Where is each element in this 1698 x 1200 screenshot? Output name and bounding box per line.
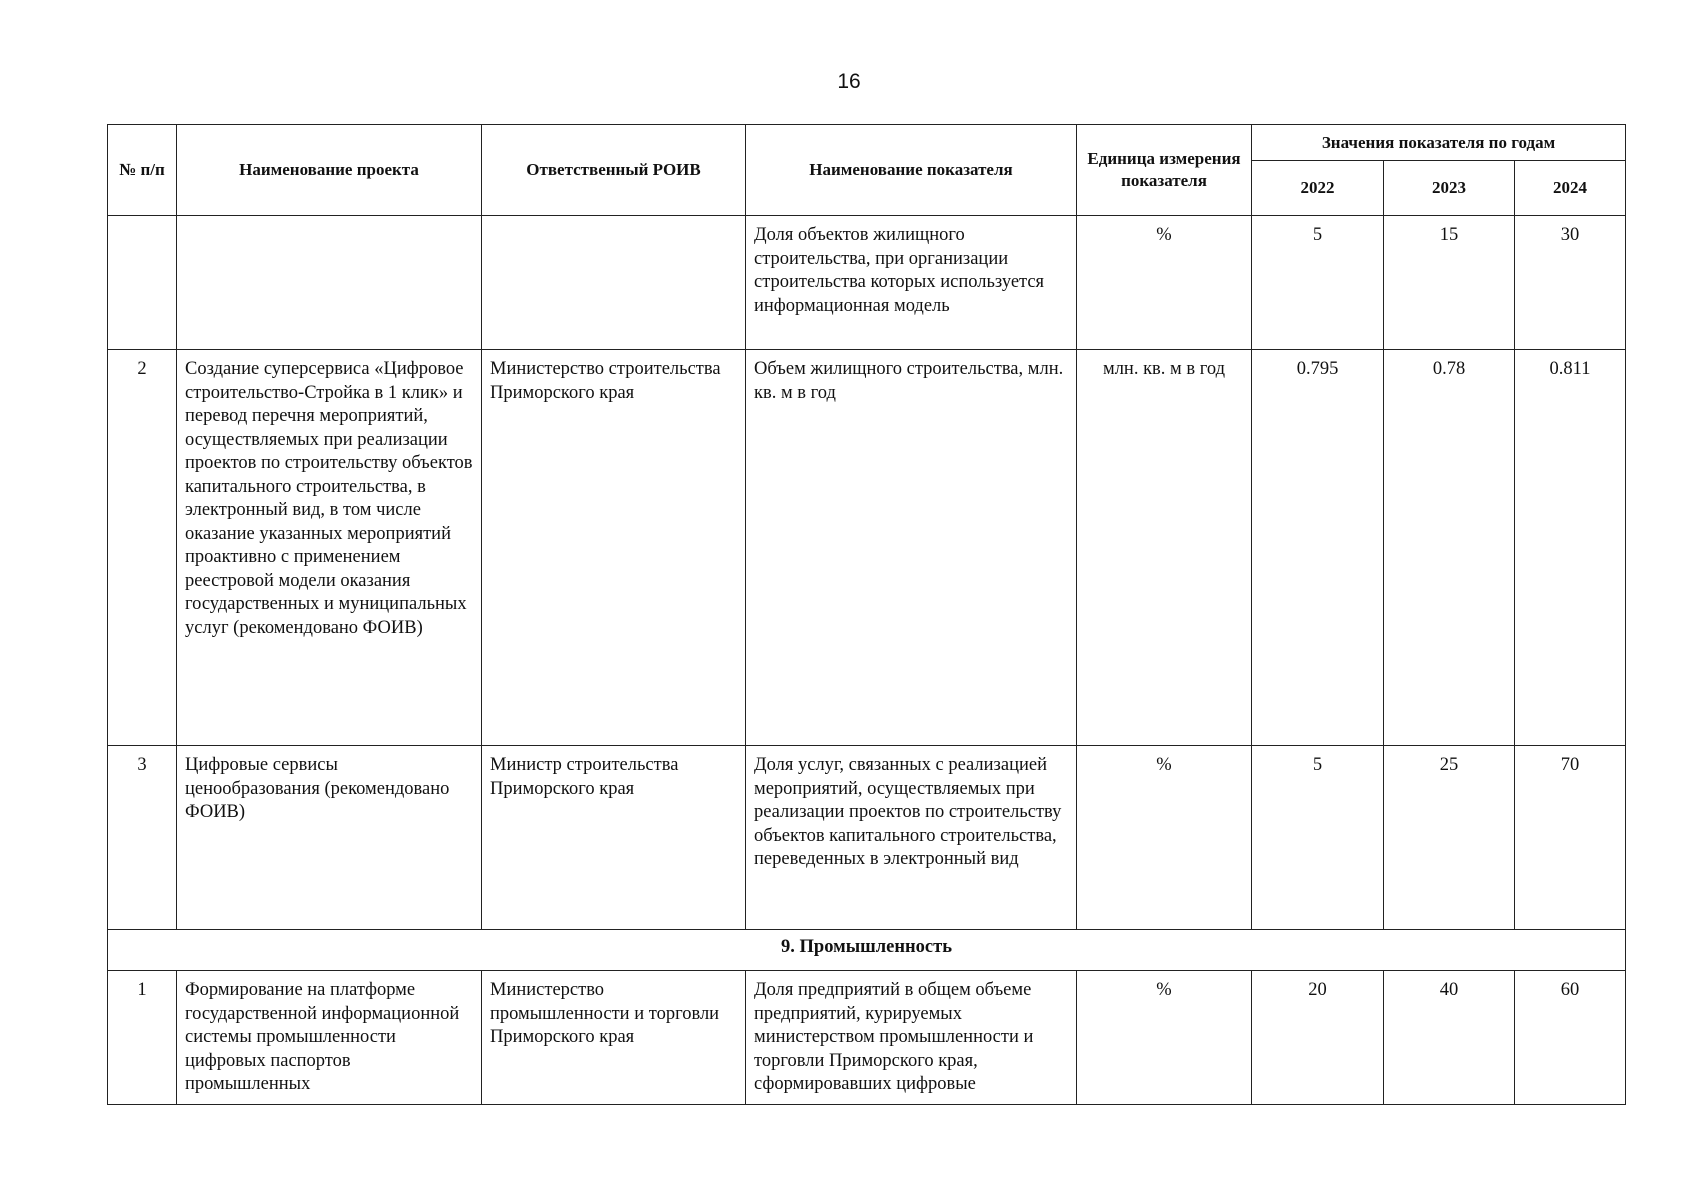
indicators-table (107, 124, 1626, 1105)
header-roiv: Ответственный РОИВ (482, 125, 746, 216)
header-values: Значения показателя по годам (1252, 125, 1626, 161)
header-num: № п/п (108, 125, 177, 216)
row-unit: % (1077, 971, 1252, 1105)
row-project: Создание суперсервиса «Цифровое строительство-Стройка в 1 клик» и перевод перечня мероприятий, осуществляемых при реализации проектов по строительству объектов капитального строительства, в электронный вид, в том числе оказание указанных мероприятий проактивно с применением реестровой модели оказания государственных и муниципальных услуг (рекомендовано ФОИВ) (177, 350, 482, 746)
row-project: Цифровые сервисы ценообразования (рекомендовано ФОИВ) (177, 746, 482, 930)
section-title: 9. Промышленность (108, 930, 1626, 971)
header-year-2023: 2023 (1384, 161, 1515, 216)
row-unit: % (1077, 216, 1252, 350)
row-project (177, 216, 482, 350)
row-value-2024: 70 (1515, 746, 1626, 930)
row-roiv (482, 216, 746, 350)
header-unit: Единица измерения показателя (1077, 125, 1252, 216)
row-num: 2 (108, 350, 177, 746)
row-value-2022: 5 (1252, 746, 1384, 930)
row-unit: % (1077, 746, 1252, 930)
header-project: Наименование проекта (177, 125, 482, 216)
header-year-2024: 2024 (1515, 161, 1626, 216)
row-indicator: Доля объектов жилищного строительства, при организации строительства которых используется информационная модель (746, 216, 1077, 350)
row-roiv: Министерство промышленности и торговли Приморского края (482, 971, 746, 1105)
row-num: 3 (108, 746, 177, 930)
row-indicator: Доля услуг, связанных с реализацией мероприятий, осуществляемых при реализации проектов по строительству объектов капитального строительства, переведенных в электронный вид (746, 746, 1077, 930)
row-value-2022: 0.795 (1252, 350, 1384, 746)
header-year-2022: 2022 (1252, 161, 1384, 216)
row-roiv: Министерство строительства Приморского края (482, 350, 746, 746)
row-value-2022: 20 (1252, 971, 1384, 1105)
row-value-2023: 25 (1384, 746, 1515, 930)
row-indicator: Доля предприятий в общем объеме предприятий, курируемых министерством промышленности и торговли Приморского края, сформировавших цифровые (746, 971, 1077, 1105)
row-value-2024: 0.811 (1515, 350, 1626, 746)
row-value-2022: 5 (1252, 216, 1384, 350)
table-row (108, 971, 1626, 1105)
page-number: 16 (837, 70, 861, 93)
row-project: Формирование на платформе государственной информационной системы промышленности цифровых паспортов промышленных (177, 971, 482, 1105)
row-value-2023: 15 (1384, 216, 1515, 350)
row-value-2023: 0.78 (1384, 350, 1515, 746)
row-unit: млн. кв. м в год (1077, 350, 1252, 746)
row-num: 1 (108, 971, 177, 1105)
row-value-2024: 30 (1515, 216, 1626, 350)
table-row (108, 216, 1626, 350)
table-row (108, 350, 1626, 746)
header-indicator: Наименование показателя (746, 125, 1077, 216)
row-roiv: Министр строительства Приморского края (482, 746, 746, 930)
row-indicator: Объем жилищного строительства, млн. кв. м в год (746, 350, 1077, 746)
row-value-2023: 40 (1384, 971, 1515, 1105)
section-row (108, 930, 1626, 971)
table-row (108, 746, 1626, 930)
row-value-2024: 60 (1515, 971, 1626, 1105)
row-num (108, 216, 177, 350)
